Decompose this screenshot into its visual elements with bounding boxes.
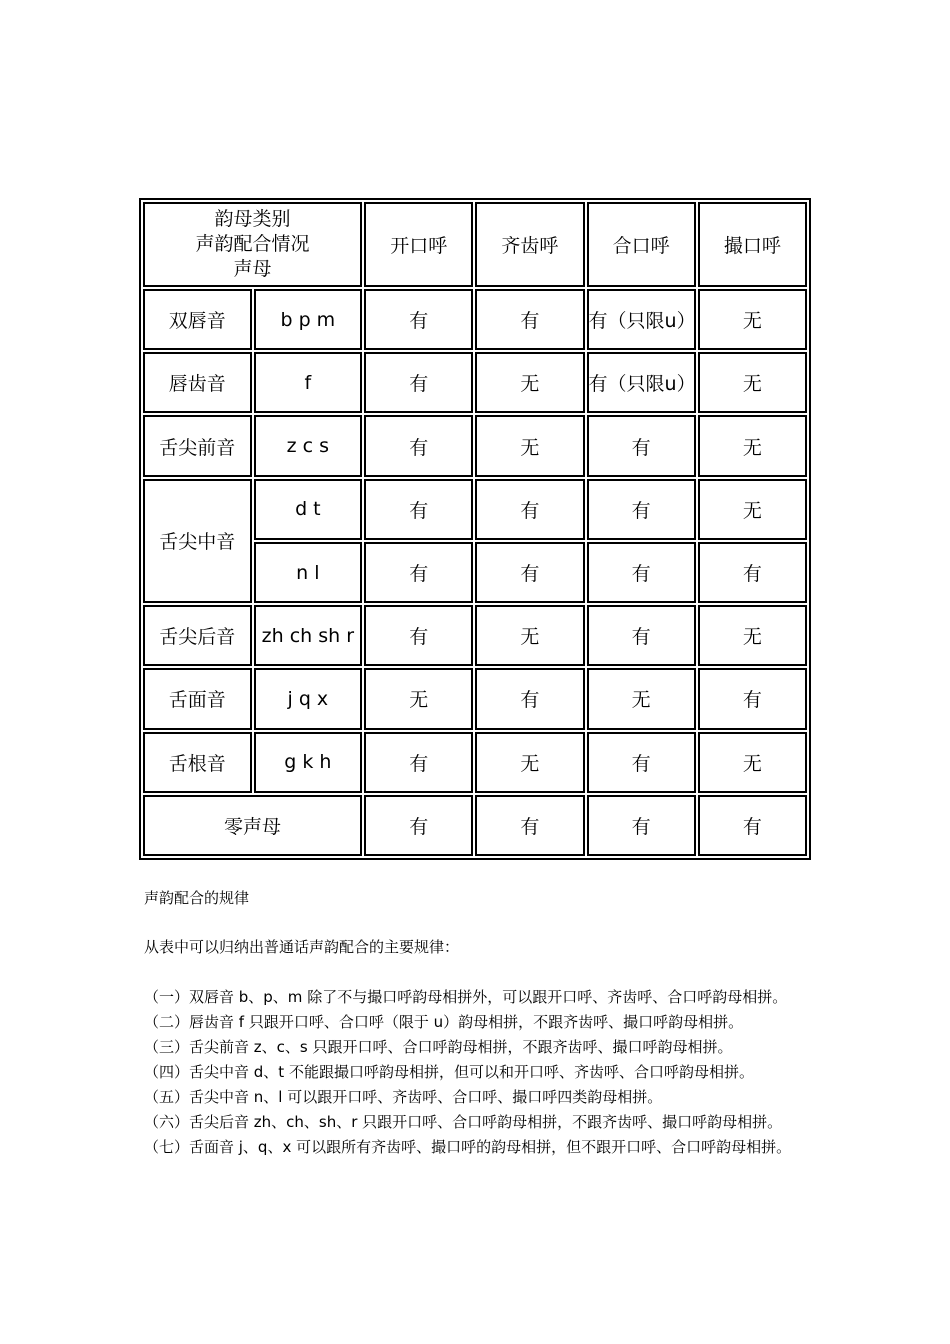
initials-cell: b p m bbox=[254, 289, 363, 350]
value-cell: 有 bbox=[364, 542, 473, 603]
initials-cell: j q x bbox=[254, 668, 363, 729]
table-row bbox=[143, 479, 807, 540]
value-cell: 无 bbox=[698, 605, 807, 666]
value-cell: 无 bbox=[698, 415, 807, 476]
value-cell: 有 bbox=[698, 668, 807, 729]
initials-cell: g k h bbox=[254, 732, 363, 793]
value-cell: 有 bbox=[364, 732, 473, 793]
column-header: 齐齿呼 bbox=[475, 202, 584, 287]
value-cell: 无 bbox=[475, 605, 584, 666]
table-row bbox=[143, 668, 807, 729]
initials-cell: z c s bbox=[254, 415, 363, 476]
rule-item: （六）舌尖后音 zh、ch、sh、r 只跟开口呼、合口呼韵母相拼，不跟齐齿呼、撮口呼韵母相拼。 bbox=[144, 1113, 783, 1131]
group-cell: 双唇音 bbox=[143, 289, 252, 350]
rule-item: （一）双唇音 b、p、m 除了不与撮口呼韵母相拼外，可以跟开口呼、齐齿呼、合口呼韵母相拼。 bbox=[144, 988, 788, 1006]
value-cell: 有 bbox=[475, 479, 584, 540]
value-cell: 无 bbox=[475, 352, 584, 413]
value-cell: 有 bbox=[587, 479, 696, 540]
value-cell: 无 bbox=[587, 668, 696, 729]
value-cell: 有 bbox=[364, 479, 473, 540]
group-cell: 唇齿音 bbox=[143, 352, 252, 413]
rule-item: （七）舌面音 j、q、x 可以跟所有齐齿呼、撮口呼的韵母相拼，但不跟开口呼、合口呼韵母相拼。 bbox=[144, 1138, 792, 1156]
initials-cell: zh ch sh r bbox=[254, 605, 363, 666]
value-cell: 有 bbox=[475, 795, 584, 856]
initials-cell: n l bbox=[254, 542, 363, 603]
initials-cell: d t bbox=[254, 479, 363, 540]
corner-line-combination: 声韵配合情况 bbox=[195, 233, 310, 255]
value-cell: 有 bbox=[364, 605, 473, 666]
group-cell: 舌尖前音 bbox=[143, 415, 252, 476]
value-cell: 有 bbox=[587, 732, 696, 793]
rules-list bbox=[144, 985, 814, 1160]
section-heading: 声韵配合的规律 bbox=[144, 889, 250, 907]
value-cell: 无 bbox=[698, 732, 807, 793]
value-cell: 有 bbox=[587, 415, 696, 476]
rule-item: （五）舌尖中音 n、l 可以跟开口呼、齐齿呼、合口呼、撮口呼四类韵母相拼。 bbox=[144, 1088, 663, 1106]
value-cell: 无 bbox=[698, 289, 807, 350]
value-cell: 有 bbox=[364, 795, 473, 856]
rule-item: （二）唇齿音 f 只跟开口呼、合口呼（限于 u）韵母相拼，不跟齐齿呼、撮口呼韵母相拼。 bbox=[144, 1013, 744, 1031]
corner-line-final-category: 韵母类别 bbox=[214, 208, 291, 230]
corner-header-cell bbox=[143, 202, 362, 287]
value-cell: 有 bbox=[364, 415, 473, 476]
group-cell: 舌尖后音 bbox=[143, 605, 252, 666]
rule-item: （四）舌尖中音 d、t 不能跟撮口呼韵母相拼，但可以和开口呼、齐齿呼、合口呼韵母相拼。 bbox=[144, 1063, 754, 1081]
value-cell: 无 bbox=[475, 415, 584, 476]
table-row bbox=[143, 732, 807, 793]
value-cell: 有 bbox=[698, 542, 807, 603]
group-cell: 舌根音 bbox=[143, 732, 252, 793]
table-row bbox=[143, 795, 807, 856]
group-cell: 零声母 bbox=[143, 795, 362, 856]
group-cell: 舌面音 bbox=[143, 668, 252, 729]
combination-table bbox=[139, 198, 811, 860]
value-cell: 有 bbox=[698, 795, 807, 856]
value-cell: 有 bbox=[475, 289, 584, 350]
value-cell: 有（只限u） bbox=[587, 289, 696, 350]
rule-item: （三）舌尖前音 z、c、s 只跟开口呼、合口呼韵母相拼，不跟齐齿呼、撮口呼韵母相拼。 bbox=[144, 1038, 733, 1056]
value-cell: 有 bbox=[475, 542, 584, 603]
value-cell: 无 bbox=[698, 352, 807, 413]
column-header: 开口呼 bbox=[364, 202, 473, 287]
column-header: 合口呼 bbox=[587, 202, 696, 287]
table-row bbox=[143, 415, 807, 476]
value-cell: 有 bbox=[364, 352, 473, 413]
value-cell: 无 bbox=[698, 479, 807, 540]
value-cell: 无 bbox=[475, 732, 584, 793]
column-header: 撮口呼 bbox=[698, 202, 807, 287]
corner-line-initial: 声母 bbox=[233, 258, 272, 280]
table-row bbox=[143, 605, 807, 666]
value-cell: 有 bbox=[475, 668, 584, 729]
combination-grid bbox=[141, 200, 809, 858]
table-row bbox=[143, 289, 807, 350]
value-cell: 无 bbox=[364, 668, 473, 729]
table-row bbox=[143, 352, 807, 413]
value-cell: 有 bbox=[587, 795, 696, 856]
value-cell: 有（只限u） bbox=[587, 352, 696, 413]
intro-paragraph: 从表中可以归纳出普通话声韵配合的主要规律： bbox=[144, 938, 460, 956]
group-cell: 舌尖中音 bbox=[143, 479, 252, 603]
value-cell: 有 bbox=[587, 542, 696, 603]
initials-cell: f bbox=[254, 352, 363, 413]
value-cell: 有 bbox=[587, 605, 696, 666]
table-header-row bbox=[143, 202, 807, 287]
value-cell: 有 bbox=[364, 289, 473, 350]
